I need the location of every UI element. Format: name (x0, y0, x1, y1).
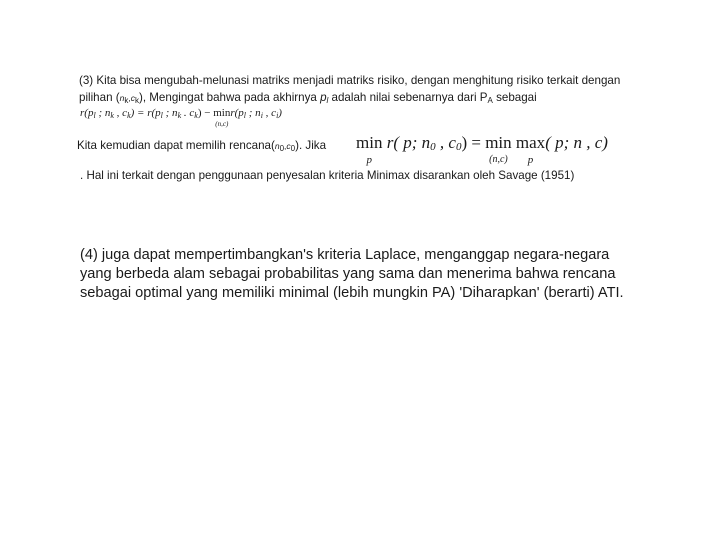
ck-symbol: c (130, 93, 135, 103)
nilai-text: adalah nilai sebenarnya dari P (328, 91, 488, 104)
formula2-min2-operator (485, 133, 512, 165)
formula2-r1-sub2: 0 (455, 141, 462, 153)
point4-line3 (80, 283, 624, 303)
formula2-r1-sub: 0 (430, 141, 436, 153)
sebagai-text: sebagai (492, 91, 537, 104)
formula1-min-under: (n,c) (215, 120, 229, 128)
formula2-min2: min (485, 133, 512, 152)
nk-symbol: n (119, 93, 125, 103)
ck-subscript: k (134, 96, 139, 105)
point3-line1-text: (3) Kita bisa mengubah-melunasi matriks menjadi matriks risiko, dengan menghitung risiko terkait dengan (79, 74, 621, 87)
formula2-tail: ( p; n , c) (545, 133, 608, 152)
formula1-rhs-rest: ; n (162, 107, 178, 119)
formula1-tail-rest2: , c (262, 107, 277, 119)
formula1-rhs-rest2: . c (181, 107, 195, 119)
formula2-max-under: p (527, 154, 534, 166)
point4-line2 (80, 264, 615, 284)
point3-line4 (80, 167, 574, 184)
formula2-r1-rest: , c (435, 133, 456, 152)
formula1-tail-sub: l (243, 111, 247, 120)
formula1-lhs-rest2: , c (113, 107, 128, 119)
formula1-minus: ) − (197, 107, 214, 119)
formula1-lhs-nk-sub: k (110, 111, 114, 120)
point4-line3-text: sebagai optimal yang memiliki minimal (lebih mungkin PA) 'Diharapkan' (berarti) ATI. (80, 285, 624, 301)
formula2-min2-under: (n,c) (489, 154, 508, 165)
formula2-min1: min (356, 133, 383, 152)
n0-subscript: 0 (279, 144, 285, 153)
point3-line3: Kita kemudian dapat memilih $rencana(n_0,c_0)$. Jika (77, 139, 327, 153)
point4-line2-text: yang berbeda alam sebagai probabilitas yang sama dan menerima bahwa rencana (80, 266, 616, 282)
formula1-min-label: min (213, 107, 231, 119)
jika-text: ). Jika (295, 139, 327, 152)
formula1-rhs-ck-sub: k (194, 111, 198, 120)
formula2-min1-under: p (366, 154, 372, 166)
formula1-lhs: r(p (80, 107, 94, 119)
formula1-tail-rest: ; n (246, 107, 261, 119)
n0-symbol: n (274, 141, 280, 151)
formula2-r1: r( p; n (382, 133, 431, 152)
kita-kemudian-text: Kita kemudian dapat memilih rencana( (77, 139, 275, 152)
formula1-tail-close: ) (278, 107, 282, 119)
formula2-max: max (515, 133, 546, 152)
c0-subscript: 0 (290, 144, 296, 153)
point3-line1 (79, 72, 620, 89)
minimax-formula (356, 133, 608, 166)
formula1-tail-sub3: i (276, 111, 279, 120)
formula1-lhs-sub: l (93, 111, 96, 120)
point3-line4-text: . Hal ini terkait dengan penggunaan penyesalan kriteria Minimax disarankan oleh Savage (1951) (80, 169, 575, 182)
formula1-rhs-sub: l (160, 111, 163, 120)
point4-line1-text: (4) juga dapat mempertimbangkan's kriteria Laplace, menganggap negara-negara (80, 247, 610, 263)
pa-subscript: A (487, 96, 493, 105)
formula2-max-operator (515, 133, 546, 166)
formula2-min1-operator (356, 133, 383, 166)
nk-subscript: k (124, 96, 129, 105)
formula1-lhs-rest: ; n (95, 107, 111, 119)
formula1-tail-sub2: i (260, 111, 263, 120)
mengingat-text: ), Mengingat bahwa pada akhirnya (138, 91, 321, 104)
formula1-eq: ) = r(p (130, 107, 161, 119)
formula1-min-operator (213, 106, 231, 128)
c0-symbol: c (286, 141, 291, 151)
formula1-rhs-nk-sub: k (177, 111, 182, 120)
formula1-tail: r(p (230, 107, 244, 119)
pl-subscript: l (326, 96, 329, 105)
formula2-r1-close: ) = (461, 133, 486, 152)
pl-symbol: p (320, 91, 327, 104)
formula1-lhs-ck-sub: k (127, 111, 131, 120)
regret-formula (80, 106, 282, 128)
point4-line1 (80, 245, 609, 265)
comma: , (128, 93, 131, 103)
pilihan-text: pilihan ( (79, 91, 120, 104)
